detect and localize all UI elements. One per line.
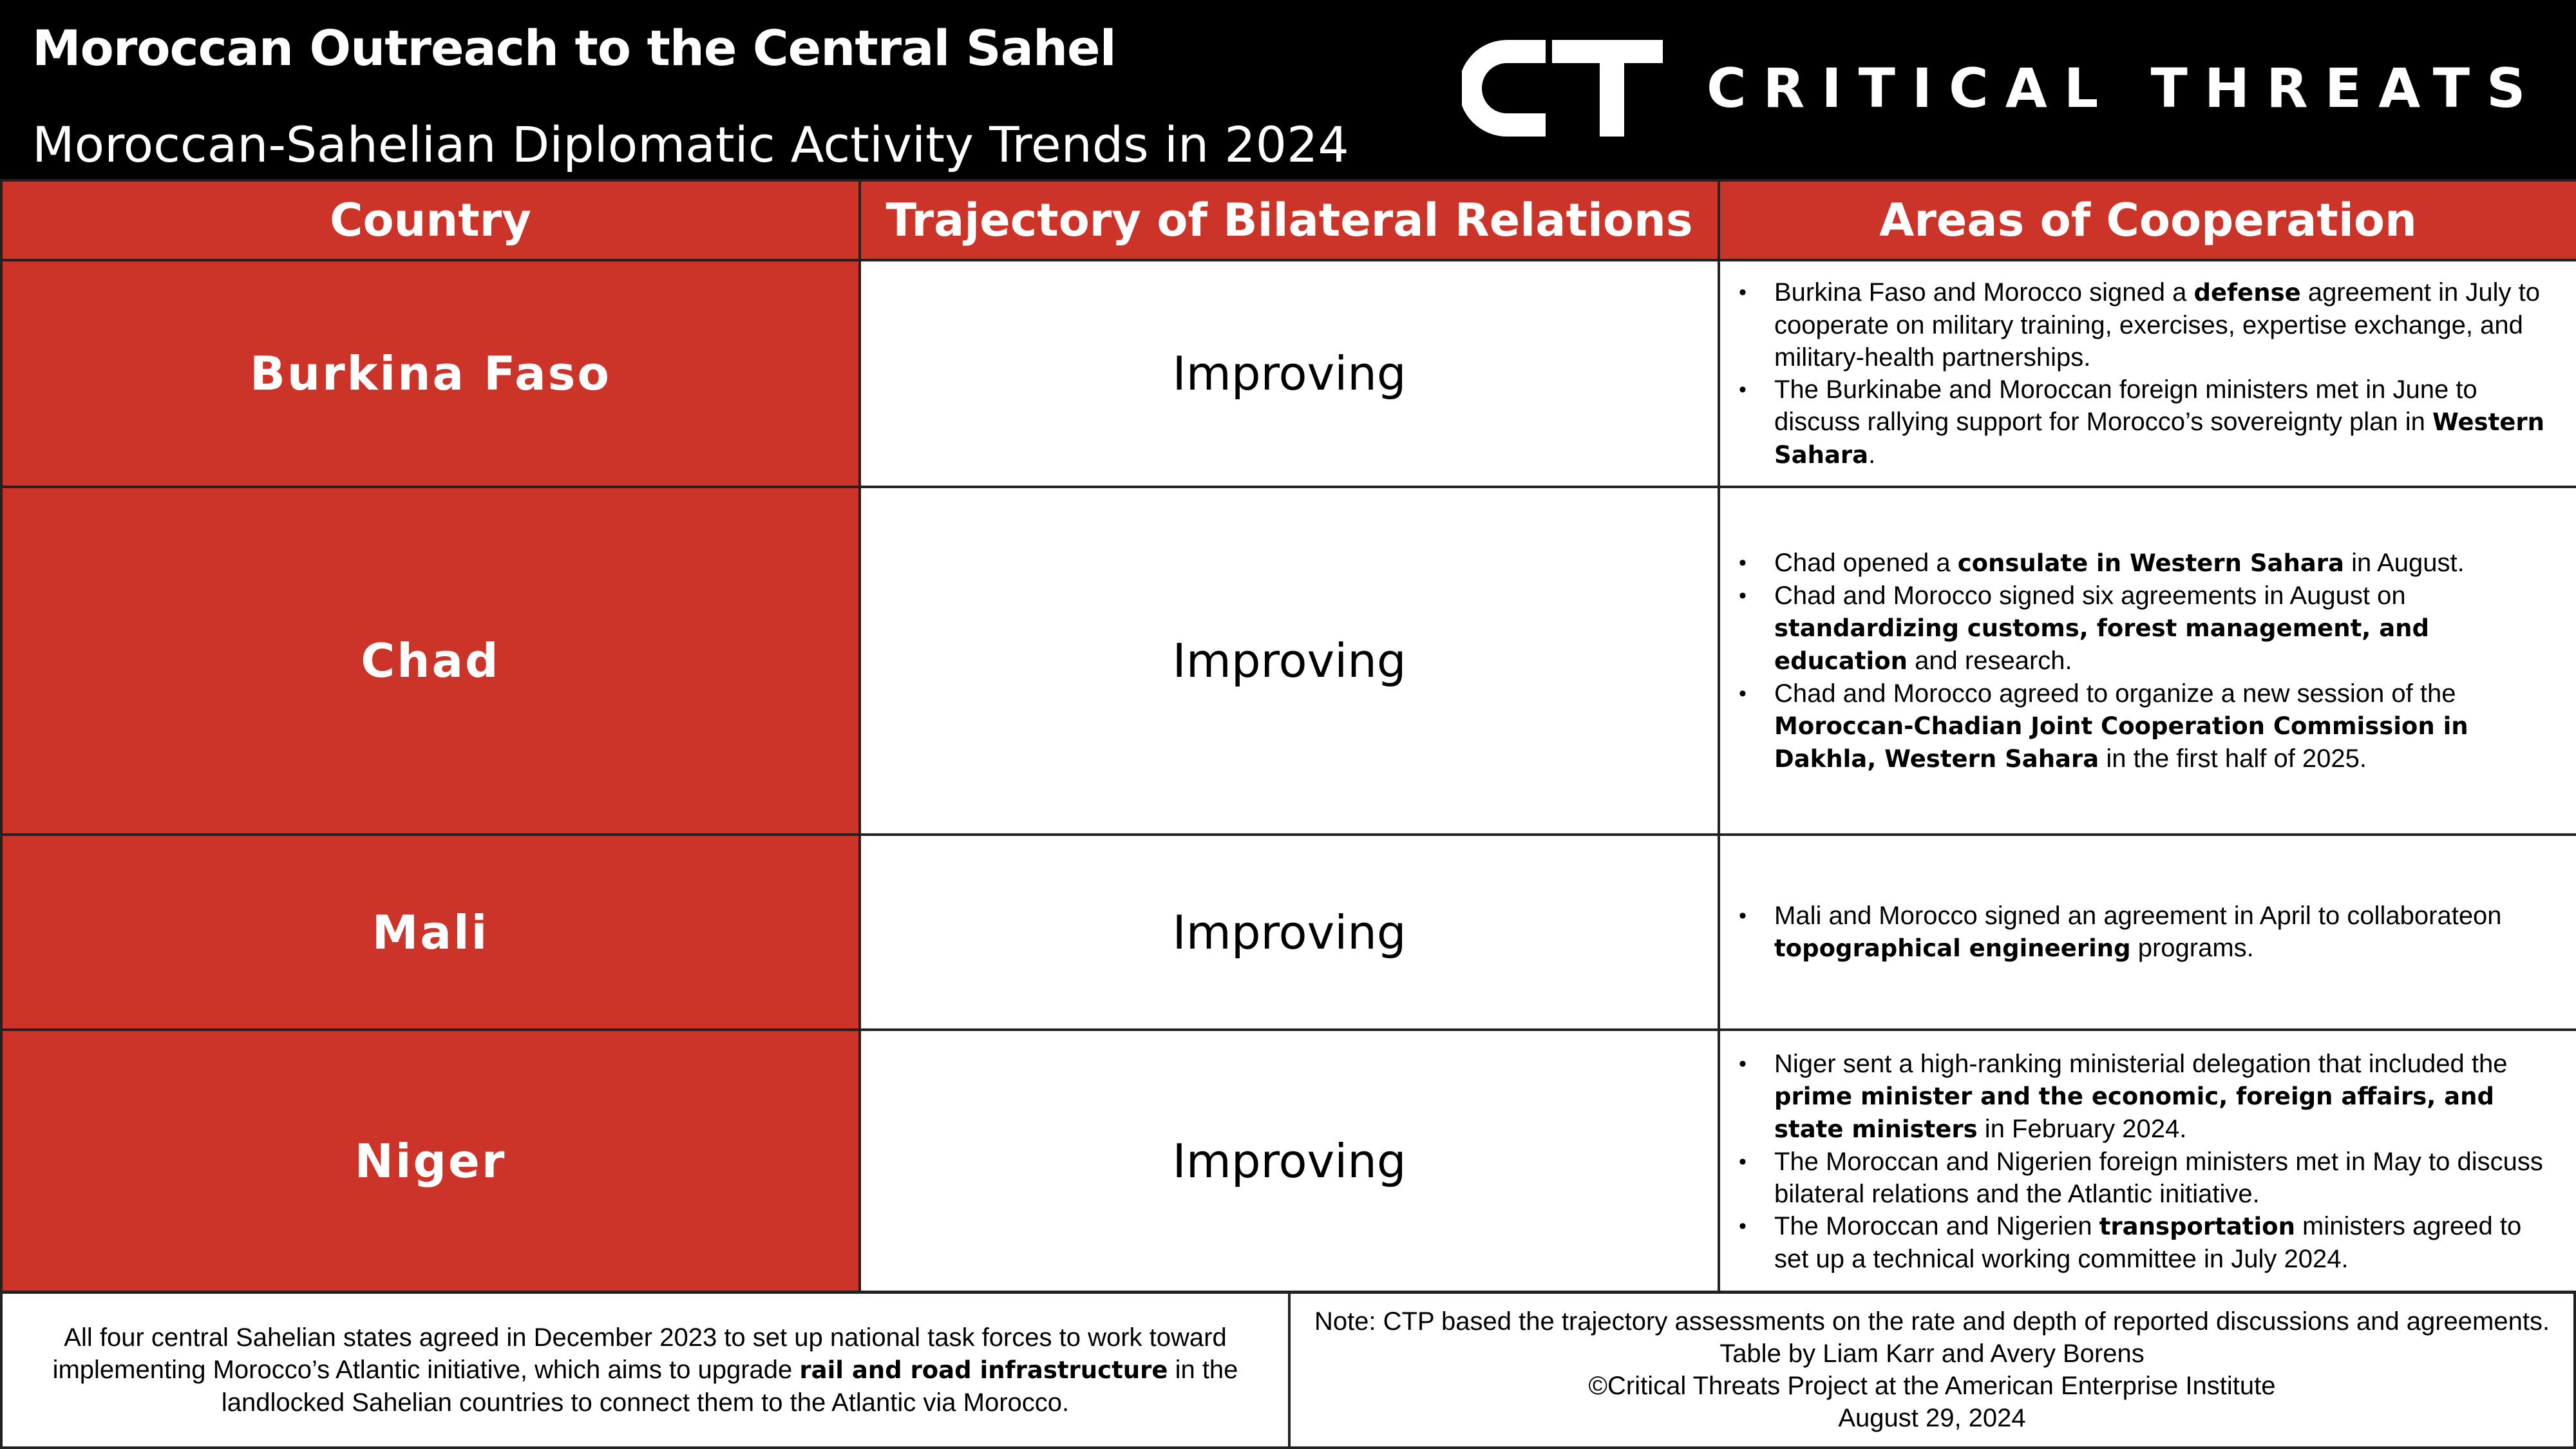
areas-cell — [1719, 835, 2576, 1030]
emphasis-text: defense — [2193, 278, 2301, 307]
body-text: Chad and Morocco signed six agreements in August on — [1774, 581, 2406, 610]
column-header-trajectory: Trajectory of Bilateral Relations — [860, 180, 1719, 260]
header-banner — [0, 0, 2576, 181]
page-subtitle: Moroccan-Sahelian Diplomatic Activity Trends in 2024 — [32, 116, 1349, 173]
column-header-areas: Areas of Cooperation — [1719, 180, 2576, 260]
body-text: programs. — [2130, 934, 2254, 962]
table-row — [1, 487, 2576, 835]
body-text: Mali and Morocco signed an agreement in April to collaborateon — [1774, 902, 2502, 930]
body-text: Chad and Morocco agreed to organize a new session of the — [1774, 679, 2456, 708]
logo-wordmark: CRITICAL THREATS — [1707, 57, 2543, 120]
page-title: Moroccan Outreach to the Central Sahel — [32, 19, 1116, 77]
country-cell: Mali — [1, 835, 860, 1030]
body-text: in the first half of 2025. — [2099, 744, 2367, 773]
list-item — [1774, 547, 2554, 580]
body-text: and research. — [1907, 646, 2072, 675]
emphasis-text: Western Sahara — [1774, 408, 2544, 469]
bullet-list — [1720, 547, 2576, 775]
emphasis-text: prime minister and the economic, foreign affairs, and state ministers — [1774, 1082, 2494, 1143]
country-cell: Chad — [1, 487, 860, 835]
body-text: in August. — [2344, 548, 2465, 577]
body-text: Chad opened a — [1774, 548, 1958, 577]
list-item — [1774, 1210, 2554, 1275]
body-text: in the landlocked Sahelian countries to connect them to the Atlantic via Morocco. — [221, 1355, 1238, 1417]
country-cell: Niger — [1, 1030, 860, 1293]
trajectory-cell: Improving — [860, 835, 1719, 1030]
country-cell: Burkina Faso — [1, 260, 860, 487]
bullet-list — [1720, 1048, 2576, 1275]
footer-left-text — [35, 1321, 1256, 1419]
footer-atlantic-initiative-note — [0, 1291, 1291, 1449]
table-row — [1, 835, 2576, 1030]
list-item — [1774, 374, 2554, 471]
copyright-line: ©Critical Threats Project at the American Enterprise Institute — [1588, 1372, 2276, 1400]
emphasis-text: topographical engineering — [1774, 934, 2131, 962]
column-header-country: Country — [1, 180, 860, 260]
body-text: agreement in July to cooperate on military training, exercises, expertise exchange, and military-health partnerships. — [1774, 278, 2541, 372]
body-text: Burkina Faso and Morocco signed a — [1774, 278, 2194, 307]
emphasis-text: rail and road infrastructure — [799, 1356, 1168, 1384]
body-text: in February 2024. — [1977, 1114, 2187, 1143]
table-row — [1, 1030, 2576, 1293]
authors-credit: Table by Liam Karr and Avery Borens — [1719, 1340, 2145, 1368]
list-item — [1774, 677, 2554, 775]
bullet-list — [1720, 900, 2576, 965]
body-text: The Moroccan and Nigerien foreign ministers met in May to discuss bilateral relations and the Atlantic initiative. — [1774, 1147, 2543, 1208]
emphasis-text: consulate in Western Sahara — [1957, 549, 2344, 577]
list-item — [1774, 1048, 2554, 1146]
table-header-row — [1, 180, 2576, 260]
body-text: The Moroccan and Nigerien — [1774, 1211, 2099, 1240]
body-text: All four central Sahelian states agreed in December 2023 to set up national task forces to work toward implementing Morocco’s Atlantic initiative, which aims to upgrade — [52, 1323, 1227, 1384]
bullet-list — [1720, 276, 2576, 471]
list-item — [1774, 580, 2554, 677]
trajectory-cell: Improving — [860, 260, 1719, 487]
emphasis-text: standardizing customs, forest management, and education — [1774, 614, 2429, 675]
list-item — [1774, 276, 2554, 374]
footer-credits — [1288, 1291, 2576, 1449]
list-item — [1774, 900, 2554, 965]
trajectory-cell: Improving — [860, 1030, 1719, 1293]
trajectory-cell: Improving — [860, 487, 1719, 835]
emphasis-text: Moroccan-Chadian Joint Cooperation Commission in Dakhla, Western Sahara — [1774, 712, 2468, 773]
body-text: The Burkinabe and Moroccan foreign ministers met in June to discuss rallying support for Morocco’s sovereignty plan in — [1774, 375, 2477, 436]
body-text: ministers agreed to set up a technical working committee in July 2024. — [1774, 1211, 2522, 1273]
body-text: Niger sent a high-ranking ministerial delegation that included the — [1774, 1049, 2508, 1078]
body-text: . — [1868, 440, 1876, 469]
critical-threats-logo-icon — [1462, 40, 1663, 137]
areas-cell — [1719, 1030, 2576, 1293]
emphasis-text: transportation — [2099, 1212, 2295, 1240]
areas-cell — [1719, 487, 2576, 835]
methodology-note: Note: CTP based the trajectory assessments on the rate and depth of reported discussions and agreements. — [1314, 1307, 2550, 1336]
publish-date: August 29, 2024 — [1838, 1404, 2026, 1432]
areas-cell — [1719, 260, 2576, 487]
list-item — [1774, 1146, 2554, 1210]
cooperation-table — [0, 179, 2576, 1294]
table-row — [1, 260, 2576, 487]
